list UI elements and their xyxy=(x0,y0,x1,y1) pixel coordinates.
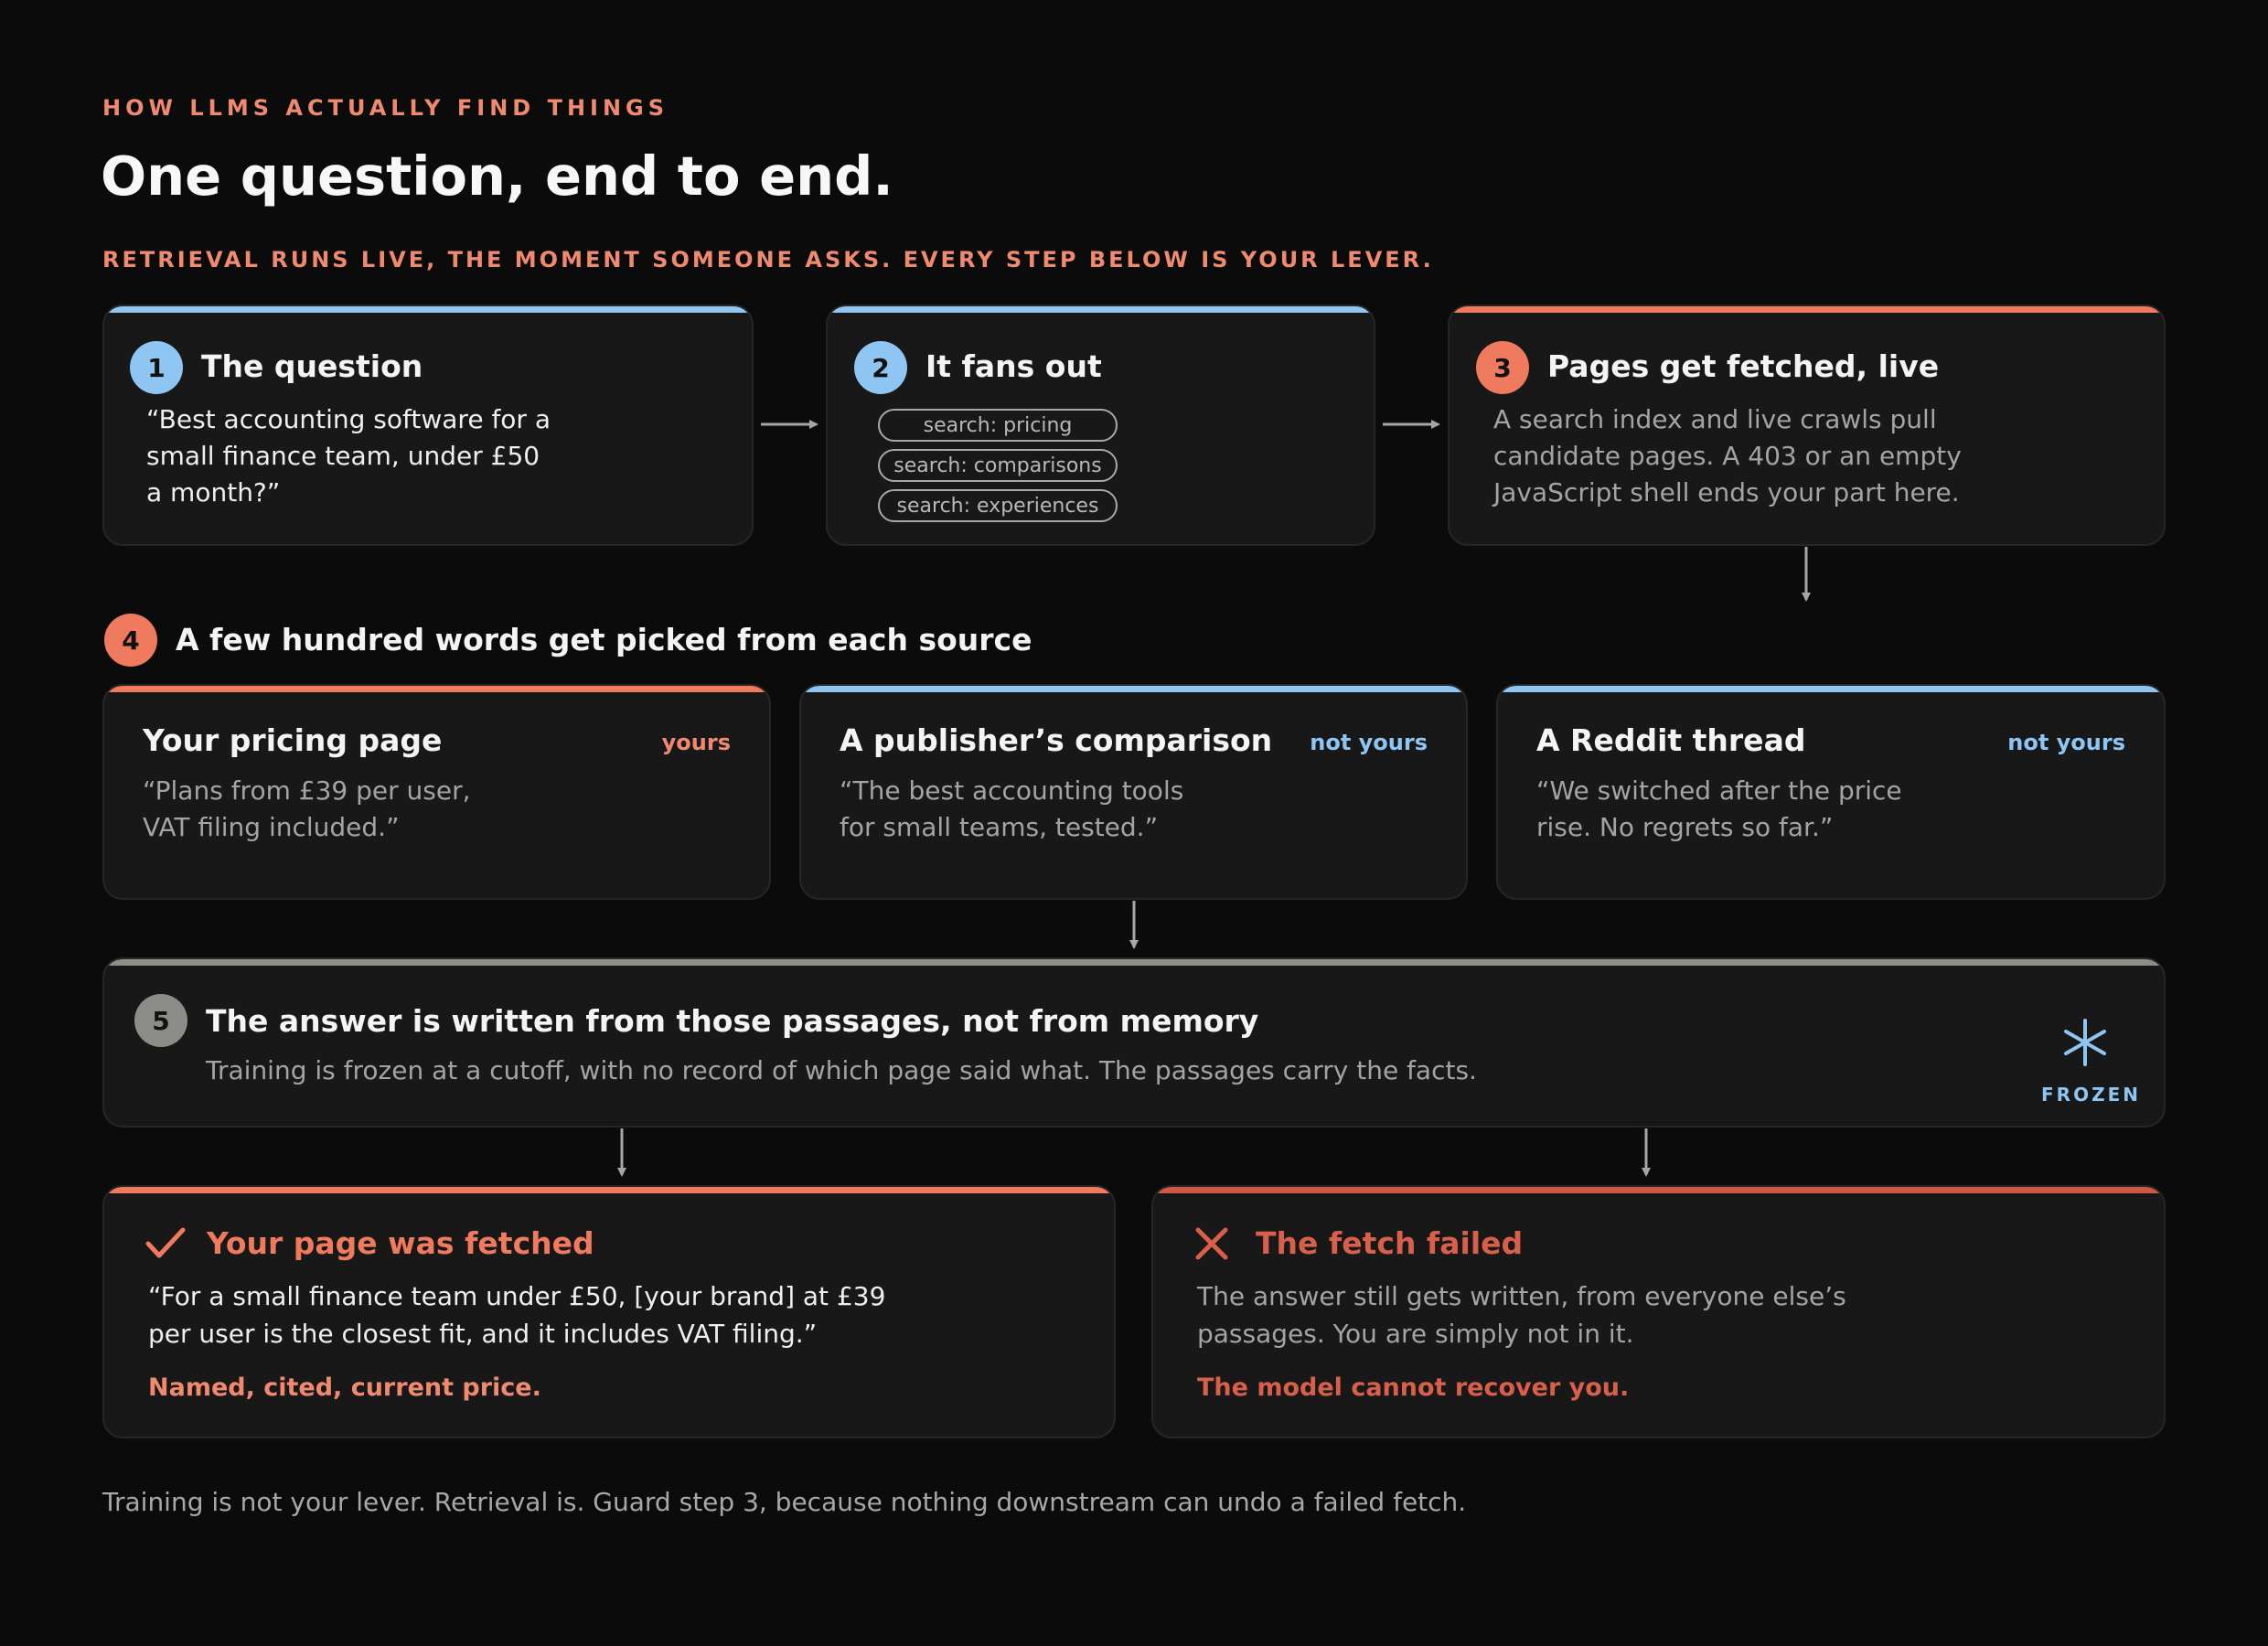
step-title: The question xyxy=(201,348,423,384)
question-line: “Best accounting software for a xyxy=(146,404,551,434)
page-title: One question, end to end. xyxy=(101,144,893,208)
search-query-pill: search: experiences xyxy=(878,489,1118,522)
source-quote-line: “The best accounting tools xyxy=(840,775,1184,806)
source-quote-line: “We switched after the price xyxy=(1536,775,1902,806)
outcome-note: The model cannot recover you. xyxy=(1197,1373,1630,1402)
step-title: The answer is written from those passages, not from memory xyxy=(206,1003,1259,1039)
source-quote-line: “Plans from £39 per user, xyxy=(143,775,471,806)
outcome-description-line: passages. You are simply not in it. xyxy=(1197,1319,1634,1349)
eyebrow: HOW LLMS ACTUALLY FIND THINGS xyxy=(102,95,669,121)
ownership-tag: yours xyxy=(661,730,731,755)
step-description-line: JavaScript shell ends your part here. xyxy=(1493,477,1960,508)
source-quote-line: VAT filing included.” xyxy=(143,812,400,842)
footer-note: Training is not your lever. Retrieval is. Guard step 3, because nothing downstream can undo a failed fetch. xyxy=(102,1487,1467,1517)
search-query-pill: search: pricing xyxy=(878,409,1118,442)
outcome-description-line: The answer still gets written, from everyone else’s xyxy=(1197,1281,1846,1311)
outcome-quote-line: per user is the closest fit, and it includes VAT filing.” xyxy=(148,1319,818,1349)
question-line: small finance team, under £50 xyxy=(146,441,540,471)
step-4-title: A few hundred words get picked from each source xyxy=(176,622,1032,657)
outcome-quote-line: “For a small finance team under £50, [your brand] at £39 xyxy=(148,1281,886,1311)
step-number-badge: 1 xyxy=(130,341,183,394)
frozen-label: FROZEN xyxy=(2041,1084,2141,1106)
step-number-badge: 2 xyxy=(854,341,907,394)
step-number-badge: 3 xyxy=(1476,341,1529,394)
ownership-tag: not yours xyxy=(1310,730,1428,755)
search-query-pill: search: comparisons xyxy=(878,449,1118,482)
step-number-badge: 5 xyxy=(134,994,187,1047)
page-subtitle: RETRIEVAL RUNS LIVE, THE MOMENT SOMEONE ASKS. EVERY STEP BELOW IS YOUR LEVER. xyxy=(102,247,1434,273)
step-title: Pages get fetched, live xyxy=(1547,348,1940,384)
question-line: a month?” xyxy=(146,477,281,508)
outcome-title: The fetch failed xyxy=(1256,1225,1524,1261)
step-4-number-badge: 4 xyxy=(104,614,157,667)
source-quote-line: for small teams, tested.” xyxy=(840,812,1159,842)
source-title: A publisher’s comparison xyxy=(840,722,1273,758)
step-title: It fans out xyxy=(925,348,1102,384)
source-quote-line: rise. No regrets so far.” xyxy=(1536,812,1834,842)
source-title: A Reddit thread xyxy=(1536,722,1806,758)
step-description-line: A search index and live crawls pull xyxy=(1493,404,1937,434)
source-title: Your pricing page xyxy=(143,722,443,758)
outcome-title: Your page was fetched xyxy=(207,1225,594,1261)
ownership-tag: not yours xyxy=(2007,730,2125,755)
step-description-line: candidate pages. A 403 or an empty xyxy=(1493,441,1962,471)
outcome-note: Named, cited, current price. xyxy=(148,1373,541,1402)
step-description: Training is frozen at a cutoff, with no record of which page said what. The passages carry the facts. xyxy=(206,1055,1477,1085)
